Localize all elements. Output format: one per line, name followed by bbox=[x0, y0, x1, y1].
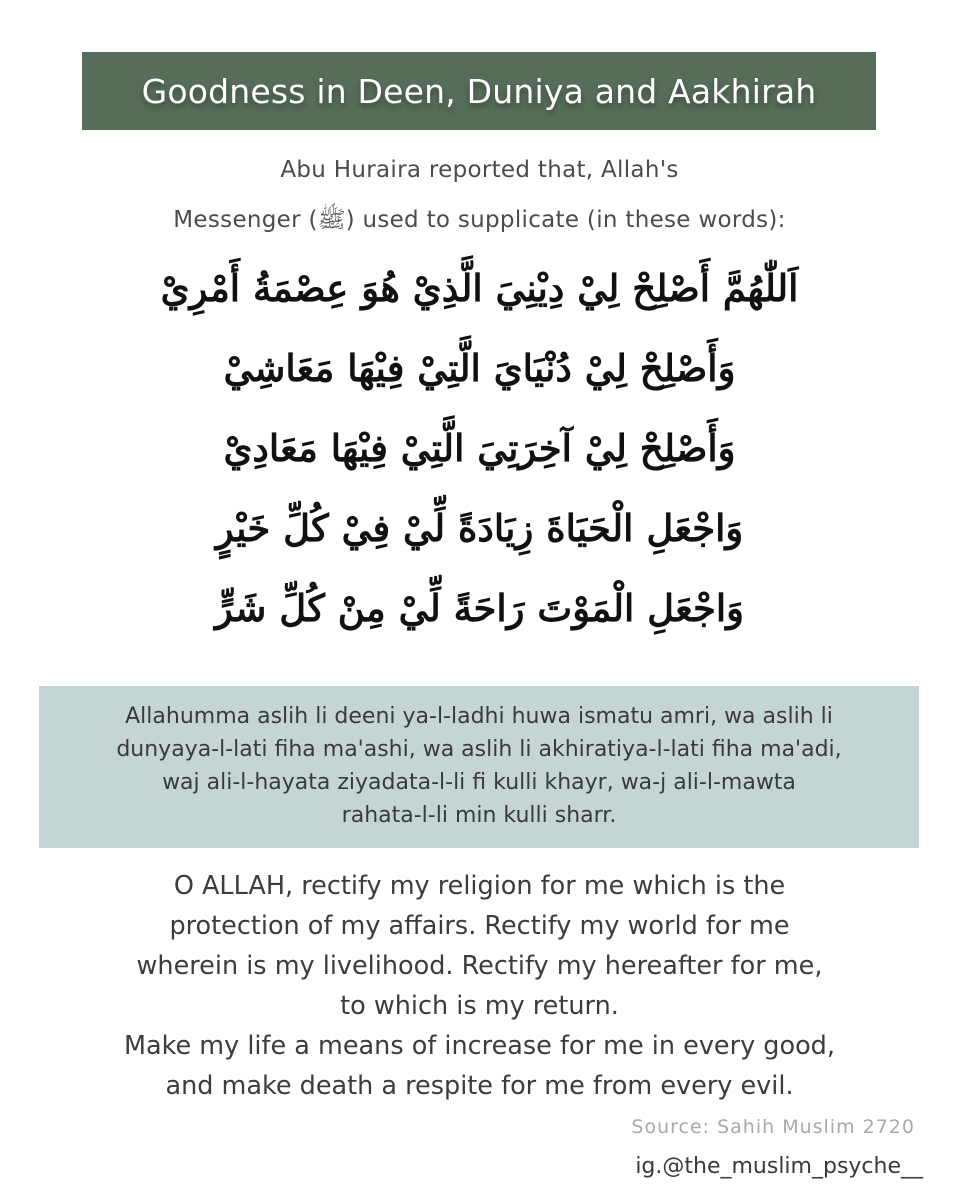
transliteration-line: Allahumma aslih li deeni ya-l-ladhi huwa ismatu amri, wa aslih li bbox=[125, 704, 833, 729]
arabic-line: اَللّٰهُمَّ أَصْلِحْ لِيْ دِيْنِيَ الَّذِيْ هُوَ عِصْمَةُ أَمْرِيْ bbox=[160, 266, 799, 310]
translation-line: to which is my return. bbox=[340, 991, 619, 1021]
translation-line: and make death a respite for me from every evil. bbox=[165, 1071, 794, 1101]
english-translation bbox=[30, 866, 929, 1106]
arabic-line: وَاجْعَلِ الْمَوْتَ رَاحَةً لِّيْ مِنْ كُلِّ شَرٍّ bbox=[214, 586, 745, 630]
source-citation: Source: Sahih Muslim 2720 bbox=[631, 1116, 915, 1138]
transliteration-box bbox=[39, 686, 919, 848]
instagram-handle: ig.@the_muslim_psyche__ bbox=[635, 1154, 923, 1179]
translation-line: O ALLAH, rectify my religion for me which is the bbox=[173, 871, 786, 901]
arabic-line: وَاجْعَلِ الْحَيَاةَ زِيَادَةً لِّيْ فِيْ كُلِّ خَيْرٍ bbox=[215, 506, 744, 550]
arabic-line: وَأَصْلِحْ لِيْ آخِرَتِيَ الَّتِيْ فِيْهَا مَعَادِيْ bbox=[223, 426, 736, 470]
page-title: Goodness in Deen, Duniya and Aakhirah bbox=[141, 71, 817, 111]
transliteration-line: waj ali-l-hayata ziyadata-l-li fi kulli khayr, wa-j ali-l-mawta bbox=[162, 770, 796, 795]
intro-line-1: Abu Huraira reported that, Allah's bbox=[280, 157, 679, 183]
title-banner bbox=[82, 52, 876, 130]
transliteration-line: rahata-l-li min kulli sharr. bbox=[341, 803, 617, 828]
translation-line: Make my life a means of increase for me in every good, bbox=[124, 1031, 835, 1061]
intro-line-2: Messenger (ﷺ) used to supplicate (in these words): bbox=[173, 207, 786, 233]
translation-line: wherein is my livelihood. Rectify my hereafter for me, bbox=[136, 951, 823, 981]
translation-line: protection of my affairs. Rectify my world for me bbox=[169, 911, 790, 941]
arabic-supplication bbox=[60, 248, 899, 648]
arabic-line: وَأَصْلِحْ لِيْ دُنْيَايَ الَّتِيْ فِيْهَا مَعَاشِيْ bbox=[223, 346, 736, 390]
transliteration-line: dunyaya-l-lati fiha ma'ashi, wa aslih li akhiratiya-l-lati fiha ma'adi, bbox=[116, 737, 842, 762]
